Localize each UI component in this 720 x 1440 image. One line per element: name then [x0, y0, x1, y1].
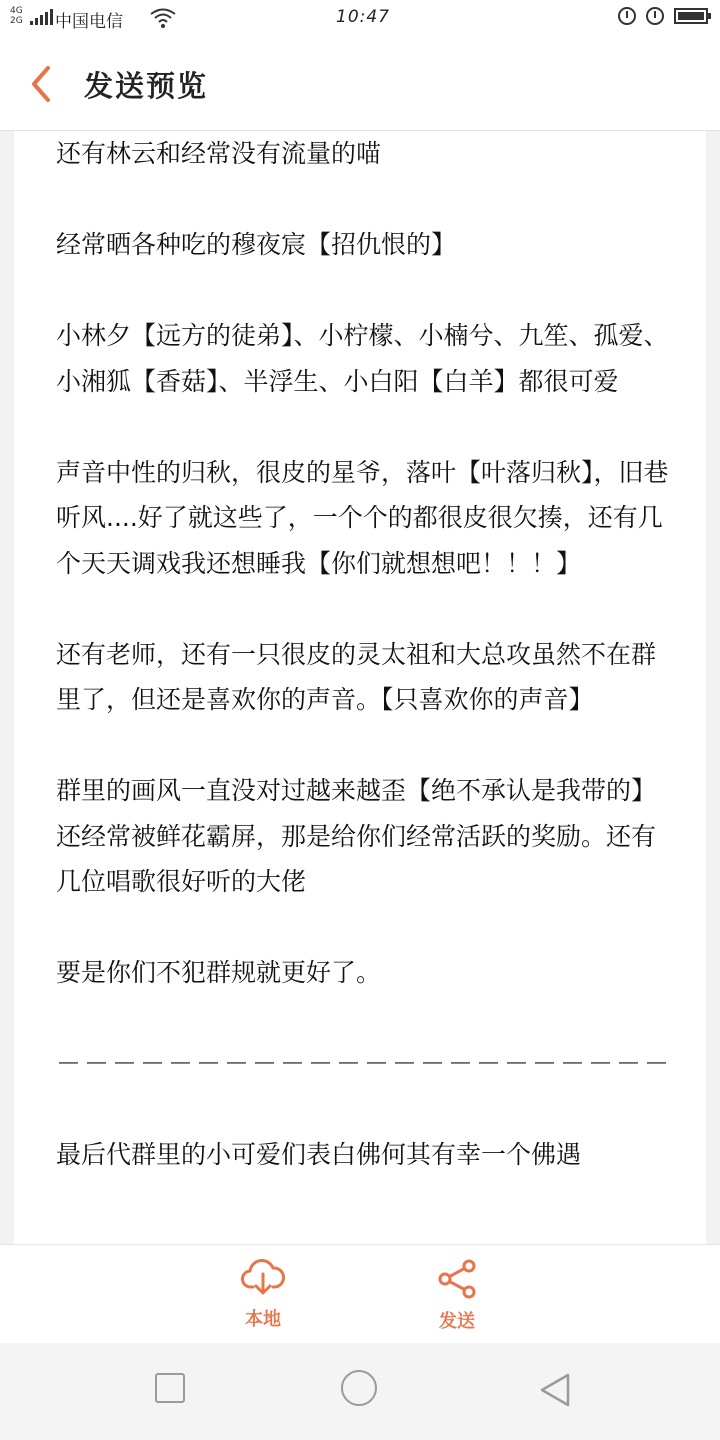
clock-time: 10:47 [336, 7, 390, 27]
paragraph: 还有老师，还有一只很皮的灵太祖和大总攻虽然不在群里了，但还是喜欢你的声音。【只喜欢你的声音】 [56, 639, 657, 714]
cloud-download-icon [241, 1259, 285, 1297]
battery-icon [674, 8, 708, 24]
paragraph: 小林夕【远方的徒弟】、小柠檬、小楠兮、九笙、孤爱、小湘狐【香菇】、半浮生、小白阳【白羊】都很可爱 [56, 321, 669, 396]
save-local-button[interactable] [223, 1259, 303, 1331]
save-local-label: 本地 [245, 1309, 281, 1330]
system-back-button[interactable] [538, 1372, 572, 1412]
paragraph: 经常晒各种吃的穆夜宸【招仇恨的】 [56, 230, 457, 259]
home-button[interactable] [341, 1370, 377, 1406]
app-header [0, 36, 720, 131]
send-button[interactable] [417, 1259, 497, 1333]
paragraph: 还有林云和经常没有流量的喵 [56, 139, 382, 168]
paragraph: 要是你们不犯群规就更好了。 [56, 958, 382, 987]
back-button[interactable] [22, 62, 62, 106]
wifi-icon [150, 8, 176, 28]
action-bar [0, 1244, 720, 1344]
share-icon [435, 1259, 479, 1299]
preview-area[interactable] [0, 131, 720, 1244]
preview-paper [14, 131, 706, 1244]
chevron-left-icon [22, 62, 62, 106]
rotation-lock-icon [618, 7, 636, 25]
network-type: 4G 2G [10, 6, 23, 26]
triangle-back-icon [538, 1372, 572, 1408]
carrier-name: 中国电信 [55, 12, 123, 32]
divider-line: －－－－－－－－－－－－－－－－－－－－－－ [56, 1049, 673, 1078]
alarm-icon [646, 7, 664, 25]
status-bar [0, 0, 720, 36]
recent-apps-button[interactable] [155, 1373, 185, 1403]
send-label: 发送 [439, 1311, 475, 1332]
preview-text [56, 131, 676, 1223]
paragraph: 声音中性的归秋，很皮的星爷，落叶【叶落归秋】，旧巷听风....好了就这些了，一个个的都很皮很欠揍，还有几个天天调戏我还想睡我【你们就想想吧！！！】 [56, 457, 669, 578]
paragraph: 群里的画风一直没对过越来越歪【绝不承认是我带的】还经常被鲜花霸屏，那是给你们经常活跃的奖励。还有几位唱歌很好听的大佬 [56, 776, 657, 896]
page-title: 发送预览 [84, 69, 209, 103]
system-nav-bar [0, 1343, 720, 1440]
signal-icon [30, 9, 53, 25]
paragraph: 最后代群里的小可爱们表白佛何其有幸一个佛遇 [56, 1140, 582, 1169]
